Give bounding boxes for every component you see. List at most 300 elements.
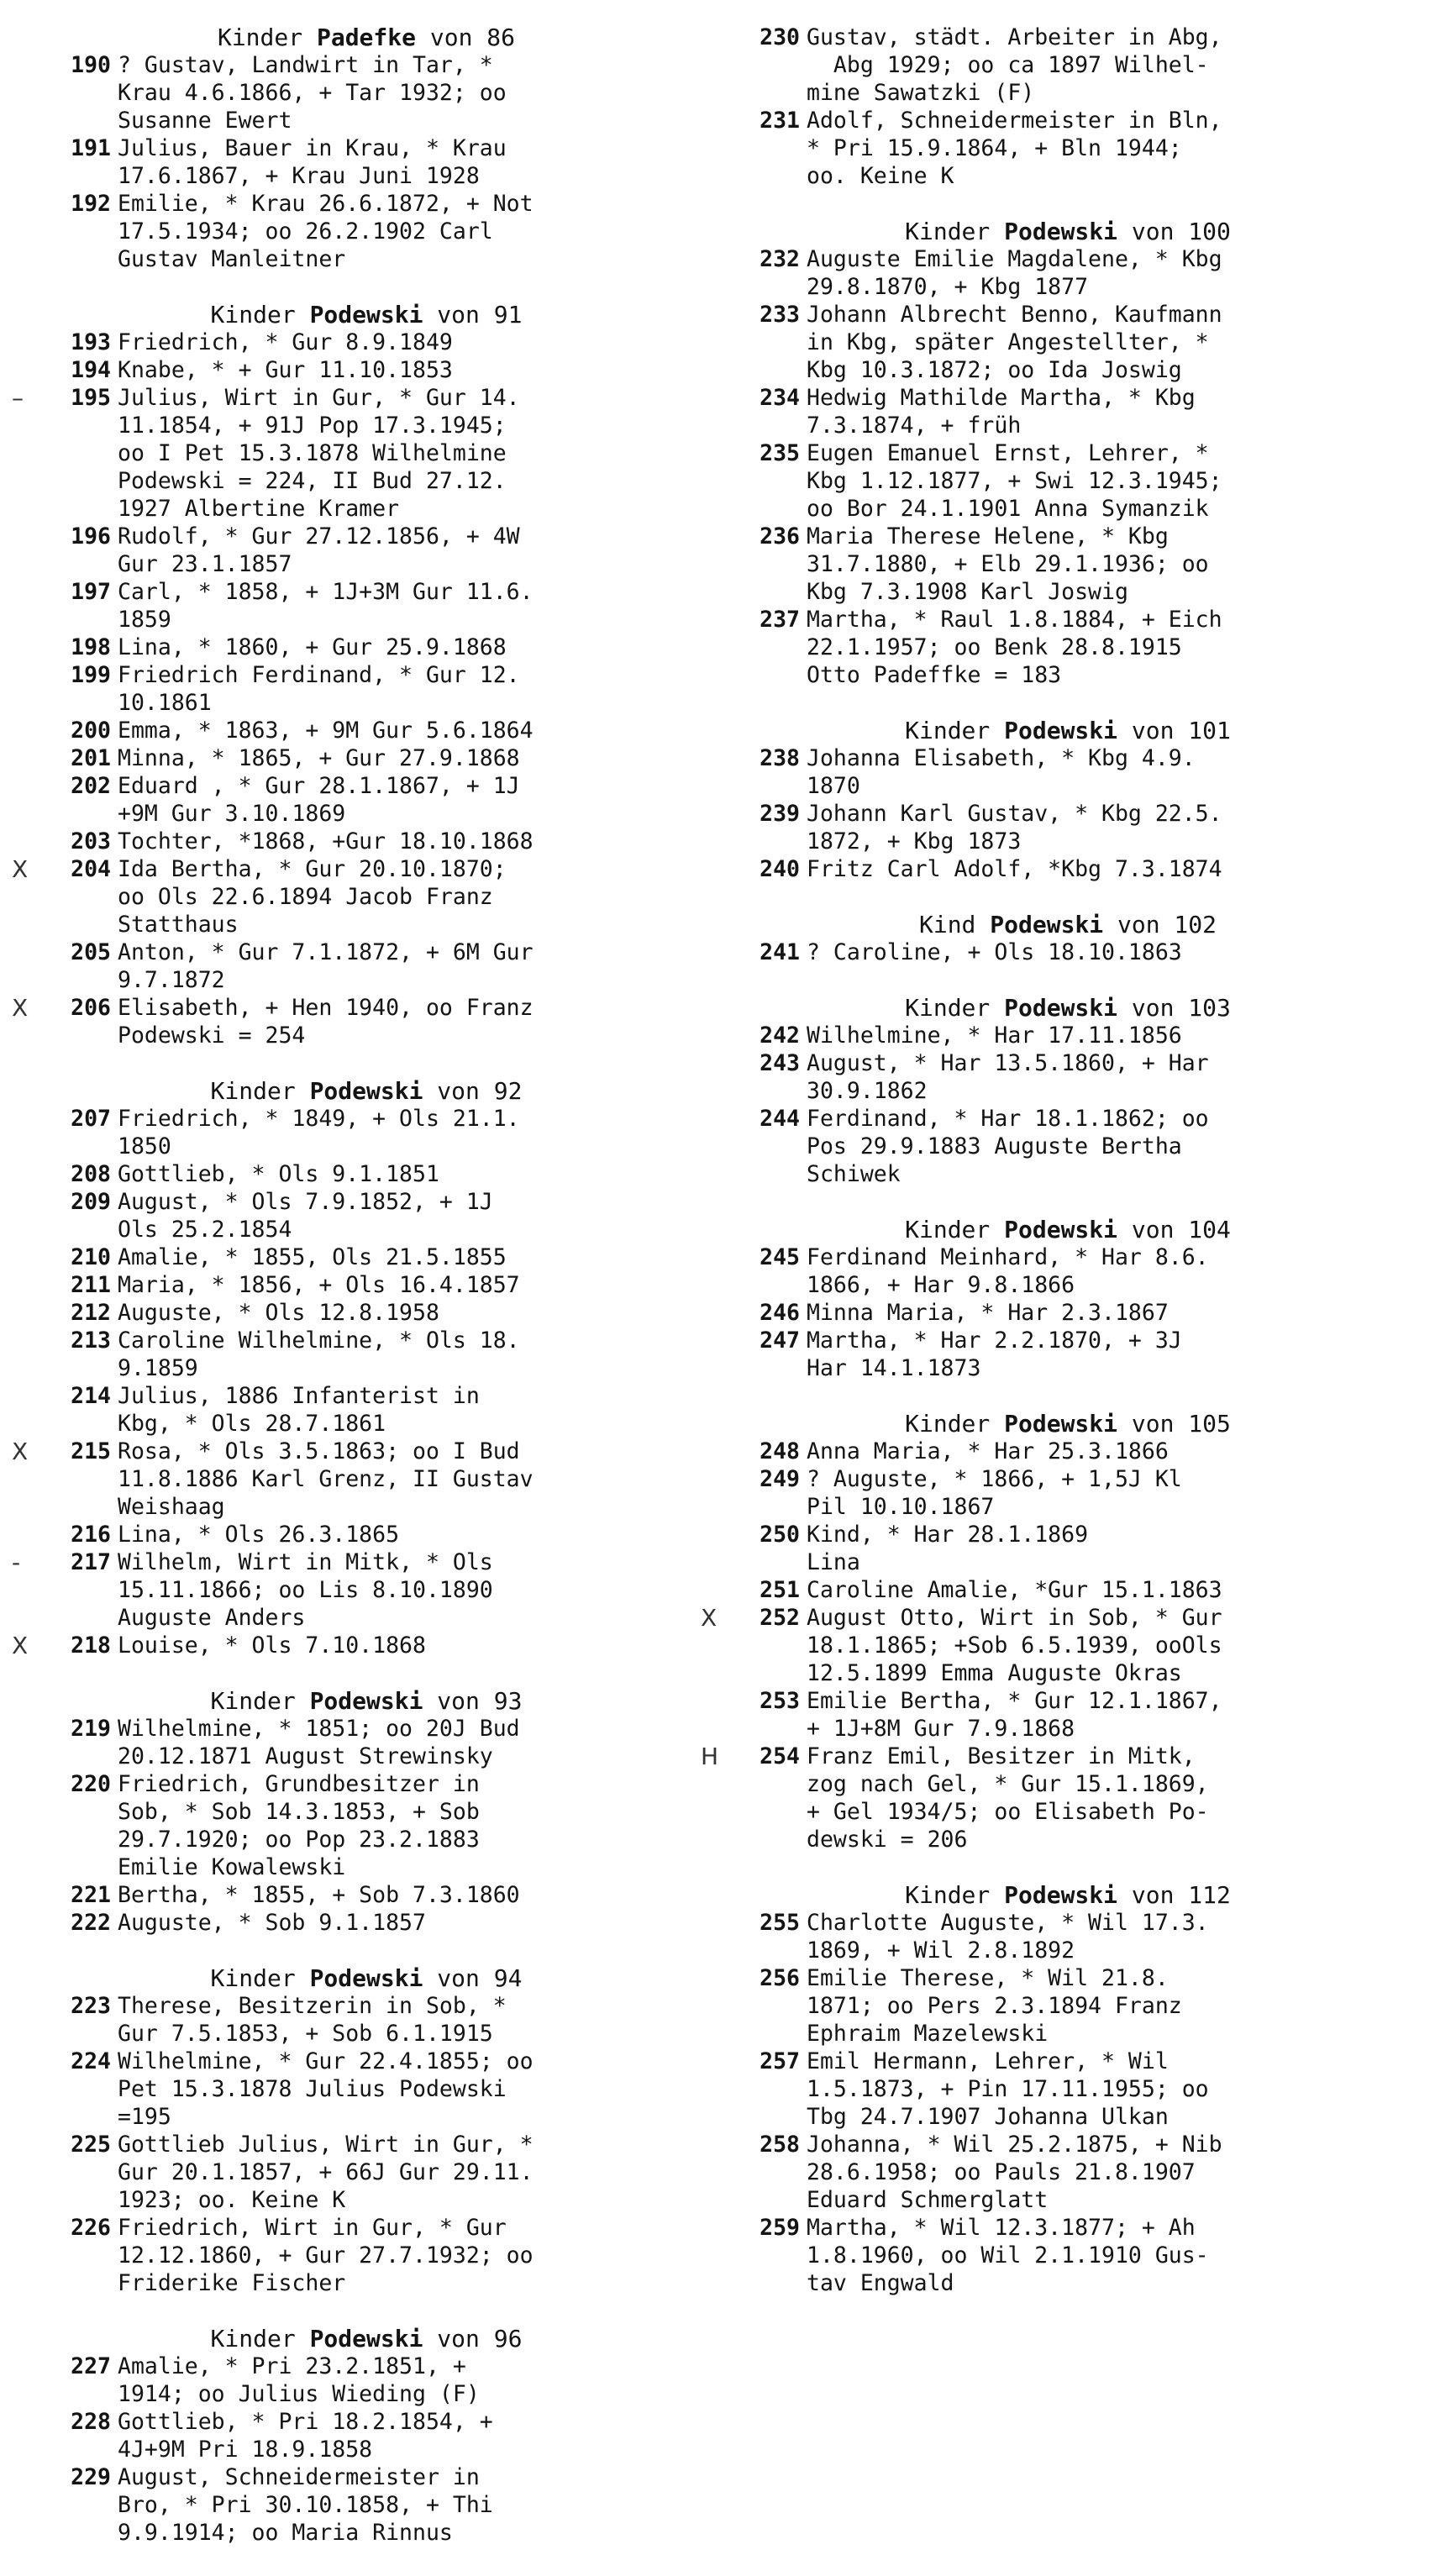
person-entry xyxy=(736,1243,1400,1299)
heading-suffix: von 92 xyxy=(423,1077,523,1105)
heading-suffix: von 103 xyxy=(1117,994,1231,1022)
entry-text-line: Johann Albrecht Benno, Kaufmann xyxy=(807,302,1222,328)
entry-text-line: 1914; oo Julius Wieding (F) xyxy=(118,2381,480,2407)
entry-text-line: Julius, Bauer in Krau, * Krau xyxy=(118,135,507,161)
entry-text-line: Anna Maria, * Har 25.3.1866 xyxy=(807,1438,1169,1464)
person-entry xyxy=(736,1105,1400,1188)
entry-text-line: Julius, Wirt in Gur, * Gur 14. xyxy=(118,385,520,411)
entry-text-line: Kbg 7.3.1908 Karl Joswig xyxy=(807,579,1128,605)
entry-text-line: 18.1.1865; +Sob 6.5.1939, ooOls xyxy=(807,1632,1222,1659)
entry-number: 228 xyxy=(71,2409,111,2435)
entry-text-line: Kbg, * Ols 28.7.1861 xyxy=(118,1411,386,1437)
entry-text-line: + Gel 1934/5; oo Elisabeth Po- xyxy=(807,1799,1209,1825)
person-entry xyxy=(736,1465,1400,1521)
entry-number: 203 xyxy=(71,828,111,854)
person-entry xyxy=(47,1243,686,1271)
person-entry xyxy=(47,1105,686,1160)
entry-text-line: August, * Ols 7.9.1852, + 1J xyxy=(118,1189,493,1215)
entry-text-line: Pet 15.3.1878 Julius Podewski xyxy=(118,2076,507,2102)
entry-number: 207 xyxy=(71,1106,111,1132)
person-entry xyxy=(47,1188,686,1243)
entry-text-line: Krau 4.6.1866, + Tar 1932; oo xyxy=(118,80,507,106)
entry-text-line: Ephraim Mazelewski xyxy=(807,2021,1049,2047)
section-heading xyxy=(736,1216,1400,1243)
entry-text-line: 17.5.1934; oo 26.2.1902 Carl xyxy=(118,218,493,244)
person-entry xyxy=(47,1327,686,1382)
heading-prefix: Kind xyxy=(918,911,991,938)
entry-text-line: 11.8.1886 Karl Grenz, II Gustav xyxy=(118,1466,534,1492)
entry-text-line: Martha, * Har 2.2.1870, + 3J xyxy=(807,1327,1182,1354)
heading-family-name: Podewski xyxy=(1004,994,1117,1022)
section-heading xyxy=(736,218,1400,245)
heading-prefix: Kinder xyxy=(905,717,1005,744)
entry-text-line: oo Ols 22.6.1894 Jacob Franz xyxy=(118,884,493,910)
entry-text-line: Martha, * Wil 12.3.1877; + Ah xyxy=(807,2215,1196,2241)
heading-suffix: von 96 xyxy=(423,2325,523,2353)
entry-text-line: in Kbg, später Angestellter, * xyxy=(807,329,1209,355)
heading-suffix: von 94 xyxy=(423,1964,523,1992)
entry-number: 214 xyxy=(71,1383,111,1409)
entry-text-line: Weishaag xyxy=(118,1494,225,1520)
section-heading xyxy=(736,717,1400,744)
person-entry xyxy=(736,2131,1400,2214)
entry-text-line: 1872, + Kbg 1873 xyxy=(807,828,1022,854)
person-entry xyxy=(736,2214,1400,2297)
entry-text-line: Wilhelm, Wirt in Mitk, * Ols xyxy=(118,1549,493,1575)
person-entry xyxy=(47,2131,686,2214)
entry-number: 224 xyxy=(71,2048,111,2074)
entry-text-line: Gottlieb Julius, Wirt in Gur, * xyxy=(118,2132,534,2158)
entry-text-line: Schiwek xyxy=(807,1161,901,1187)
entry-text-line: Friderike Fischer xyxy=(118,2270,346,2296)
entry-text-line: 31.7.1880, + Elb 29.1.1936; oo xyxy=(807,551,1209,577)
entry-number: 227 xyxy=(71,2353,111,2379)
entry-text-line: Therese, Besitzerin in Sob, * xyxy=(118,1993,507,2019)
heading-family-name: Podewski xyxy=(309,1077,423,1105)
heading-family-name: Podewski xyxy=(309,1964,423,1992)
entry-text-line: Minna Maria, * Har 2.3.1867 xyxy=(807,1300,1169,1326)
person-entry xyxy=(736,1576,1400,1604)
heading-prefix: Kinder xyxy=(210,1077,310,1105)
person-entry xyxy=(47,1271,686,1299)
entry-text-line: * Pri 15.9.1864, + Bln 1944; xyxy=(807,135,1182,161)
entry-text-line: Friedrich, * 1849, + Ols 21.1. xyxy=(118,1106,520,1132)
entry-text-line: + 1J+8M Gur 7.9.1868 xyxy=(807,1716,1075,1742)
section-heading xyxy=(47,24,686,51)
heading-prefix: Kinder xyxy=(210,301,310,329)
section-spacer xyxy=(47,2297,686,2325)
right-column xyxy=(701,24,1400,2297)
entry-number: 247 xyxy=(760,1327,800,1354)
entry-number: 239 xyxy=(760,801,800,827)
entry-text-line: Carl, * 1858, + 1J+3M Gur 11.6. xyxy=(118,579,534,605)
entry-number: 221 xyxy=(71,1882,111,1908)
entry-number: 202 xyxy=(71,773,111,799)
entry-number: 245 xyxy=(760,1244,800,1270)
section-spacer xyxy=(47,1937,686,1964)
entry-text-line: 11.1854, + 91J Pop 17.3.1945; xyxy=(118,413,507,439)
entry-number: 212 xyxy=(71,1300,111,1326)
entry-number: 248 xyxy=(760,1438,800,1464)
section-heading xyxy=(47,301,686,329)
section-spacer xyxy=(736,689,1400,717)
person-entry xyxy=(47,744,686,772)
margin-mark: – xyxy=(12,384,24,412)
entry-number: 201 xyxy=(71,745,111,771)
entry-text-line: 29.7.1920; oo Pop 23.2.1883 xyxy=(118,1827,480,1853)
section-heading xyxy=(736,911,1400,938)
entry-number: 231 xyxy=(760,108,800,134)
person-entry xyxy=(12,1632,686,1659)
entry-number: 209 xyxy=(71,1189,111,1215)
person-entry xyxy=(736,523,1400,606)
entry-text-line: Gustav Manleitner xyxy=(118,246,346,272)
entry-text-line: Amalie, * 1855, Ols 21.5.1855 xyxy=(118,1244,507,1270)
entry-text-line: Abg 1929; oo ca 1897 Wilhel- xyxy=(807,52,1209,78)
entry-text-line: Johanna Elisabeth, * Kbg 4.9. xyxy=(807,745,1196,771)
entry-text-line: 4J+9M Pri 18.9.1858 xyxy=(118,2437,373,2463)
entry-number: 242 xyxy=(760,1023,800,1049)
entry-number: 233 xyxy=(760,302,800,328)
entry-text-line: Maria, * 1856, + Ols 16.4.1857 xyxy=(118,1272,520,1298)
person-entry xyxy=(47,1909,686,1937)
entry-number: 226 xyxy=(71,2215,111,2241)
entry-text-line: Eduard Schmerglatt xyxy=(807,2187,1049,2213)
person-entry xyxy=(47,1521,686,1548)
entry-number: 253 xyxy=(760,1688,800,1714)
person-entry xyxy=(736,2048,1400,2131)
entry-text-line: 15.11.1866; oo Lis 8.10.1890 xyxy=(118,1577,493,1603)
entry-number: 249 xyxy=(760,1466,800,1492)
entry-text-line: Rosa, * Ols 3.5.1863; oo I Bud xyxy=(118,1438,520,1464)
heading-family-name: Padefke xyxy=(316,24,416,51)
entry-text-line: Kbg 10.3.1872; oo Ida Joswig xyxy=(807,357,1182,383)
entry-text-line: Martha, * Raul 1.8.1884, + Eich xyxy=(807,607,1222,633)
heading-family-name: Podewski xyxy=(309,2325,423,2353)
margin-mark: - xyxy=(12,1548,21,1576)
entry-text-line: 1859 xyxy=(118,607,171,633)
entry-text-line: Lina, * Ols 26.3.1865 xyxy=(118,1522,400,1548)
entry-text-line: Adolf, Schneidermeister in Bln, xyxy=(807,108,1222,134)
person-entry xyxy=(47,2214,686,2297)
section-heading xyxy=(736,1410,1400,1438)
entry-number: 246 xyxy=(760,1300,800,1326)
person-entry xyxy=(47,329,686,356)
person-entry xyxy=(736,938,1400,966)
entry-number: 208 xyxy=(71,1161,111,1187)
entry-number: 205 xyxy=(71,939,111,965)
entry-number: 258 xyxy=(760,2132,800,2158)
heading-prefix: Kinder xyxy=(905,994,1005,1022)
entry-number: 230 xyxy=(760,24,800,50)
entry-number: 200 xyxy=(71,718,111,744)
entry-number: 194 xyxy=(71,357,111,383)
section-spacer xyxy=(736,883,1400,911)
entry-number: 204 xyxy=(71,856,111,882)
entry-number: 244 xyxy=(760,1106,800,1132)
person-entry xyxy=(736,800,1400,855)
heading-prefix: Kinder xyxy=(210,1687,310,1715)
entry-number: 195 xyxy=(71,385,111,411)
entry-text-line: Wilhelmine, * Gur 22.4.1855; oo xyxy=(118,2048,534,2074)
heading-family-name: Podewski xyxy=(1004,1216,1117,1243)
person-entry xyxy=(47,717,686,744)
person-entry xyxy=(736,606,1400,689)
entry-number: 211 xyxy=(71,1272,111,1298)
entry-number: 254 xyxy=(760,1743,800,1769)
entry-text-line: 1850 xyxy=(118,1133,171,1159)
person-entry xyxy=(736,1049,1400,1105)
person-entry xyxy=(47,356,686,384)
entry-text-line: 9.1859 xyxy=(118,1355,198,1381)
entry-text-line: Emil Hermann, Lehrer, * Wil xyxy=(807,2048,1169,2074)
entry-number: 252 xyxy=(760,1605,800,1631)
entry-text-line: Gustav, städt. Arbeiter in Abg, xyxy=(807,24,1222,50)
heading-family-name: Podewski xyxy=(309,301,423,329)
person-entry xyxy=(12,384,686,523)
person-entry xyxy=(12,994,686,1049)
entry-number: 192 xyxy=(71,191,111,217)
entry-text-line: Auguste Emilie Magdalene, * Kbg xyxy=(807,246,1222,272)
person-entry xyxy=(736,1299,1400,1327)
person-entry xyxy=(47,772,686,828)
entry-text-line: Susanne Ewert xyxy=(118,108,292,134)
entry-number: 243 xyxy=(760,1050,800,1076)
entry-number: 220 xyxy=(71,1771,111,1797)
person-entry xyxy=(736,1327,1400,1382)
section-spacer xyxy=(47,1049,686,1077)
entry-text-line: Emilie, * Krau 26.6.1872, + Not xyxy=(118,191,534,217)
entry-number: 240 xyxy=(760,856,800,882)
person-entry xyxy=(47,1382,686,1438)
heading-prefix: Kinder xyxy=(905,1881,1005,1909)
entry-text-line: tav Engwald xyxy=(807,2270,954,2296)
entry-text-line: Friedrich, * Gur 8.9.1849 xyxy=(118,329,453,355)
entry-text-line: Johann Karl Gustav, * Kbg 22.5. xyxy=(807,801,1222,827)
entry-text-line: Friedrich Ferdinand, * Gur 12. xyxy=(118,662,520,688)
entry-number: 197 xyxy=(71,579,111,605)
section-heading xyxy=(47,1077,686,1105)
heading-suffix: von 105 xyxy=(1117,1410,1231,1438)
entry-text-line: zog nach Gel, * Gur 15.1.1869, xyxy=(807,1771,1209,1797)
entry-text-line: 1.5.1873, + Pin 17.11.1955; oo xyxy=(807,2076,1209,2102)
entry-text-line: Elisabeth, + Hen 1940, oo Franz xyxy=(118,995,534,1021)
entry-text-line: 1871; oo Pers 2.3.1894 Franz xyxy=(807,1993,1182,2019)
section-heading xyxy=(736,994,1400,1022)
entry-text-line: Franz Emil, Besitzer in Mitk, xyxy=(807,1743,1196,1769)
heading-suffix: von 93 xyxy=(423,1687,523,1715)
entry-text-line: Har 14.1.1873 xyxy=(807,1355,981,1381)
person-entry xyxy=(47,2463,686,2547)
entry-text-line: 28.6.1958; oo Pauls 21.8.1907 xyxy=(807,2159,1196,2185)
entry-text-line: 1923; oo. Keine K xyxy=(118,2187,346,2213)
entry-text-line: Pil 10.10.1867 xyxy=(807,1494,995,1520)
entry-text-line: Auguste, * Ols 12.8.1958 xyxy=(118,1300,439,1326)
entry-text-line: 1866, + Har 9.8.1866 xyxy=(807,1272,1075,1298)
entry-text-line: Gur 23.1.1857 xyxy=(118,551,292,577)
entry-text-line: Charlotte Auguste, * Wil 17.3. xyxy=(807,1910,1209,1936)
entry-number: 257 xyxy=(760,2048,800,2074)
person-entry xyxy=(736,1909,1400,1964)
person-entry xyxy=(736,1521,1400,1576)
entry-number: 219 xyxy=(71,1716,111,1742)
left-column xyxy=(12,24,686,2547)
person-entry xyxy=(736,1022,1400,1049)
entry-number: 215 xyxy=(71,1438,111,1464)
entry-text-line: Emma, * 1863, + 9M Gur 5.6.1864 xyxy=(118,718,534,744)
entry-text-line: Johanna, * Wil 25.2.1875, + Nib xyxy=(807,2132,1222,2158)
entry-text-line: 1870 xyxy=(807,773,860,799)
entry-text-line: oo. Keine K xyxy=(807,163,954,189)
entry-text-line: 29.8.1870, + Kbg 1877 xyxy=(807,274,1089,300)
entry-text-line: oo I Pet 15.3.1878 Wilhelmine xyxy=(118,440,507,466)
margin-mark: X xyxy=(12,855,29,883)
person-entry xyxy=(701,1743,1400,1853)
person-entry xyxy=(47,2408,686,2463)
entry-number: 223 xyxy=(71,1993,111,2019)
entry-text-line: Podewski = 224, II Bud 27.12. xyxy=(118,468,507,494)
entry-text-line: Eugen Emanuel Ernst, Lehrer, * xyxy=(807,440,1209,466)
heading-suffix: von 112 xyxy=(1117,1881,1231,1909)
heading-prefix: Kinder xyxy=(905,218,1005,245)
entry-number: 199 xyxy=(71,662,111,688)
entry-text-line: Statthaus xyxy=(118,912,239,938)
entry-number: 234 xyxy=(760,385,800,411)
person-entry xyxy=(47,1881,686,1909)
entry-text-line: Friedrich, Grundbesitzer in xyxy=(118,1771,480,1797)
entry-text-line: 20.12.1871 August Strewinsky xyxy=(118,1743,493,1769)
entry-text-line: Knabe, * + Gur 11.10.1853 xyxy=(118,357,453,383)
section-heading xyxy=(47,1964,686,1992)
person-entry xyxy=(736,744,1400,800)
entry-number: 256 xyxy=(760,1965,800,1991)
entry-text-line: Bertha, * 1855, + Sob 7.3.1860 xyxy=(118,1882,520,1908)
entry-text-line: 1.8.1960, oo Wil 2.1.1910 Gus- xyxy=(807,2242,1209,2268)
entry-text-line: Emilie Kowalewski xyxy=(118,1854,346,1880)
entry-text-line: Kind, * Har 28.1.1869 xyxy=(807,1522,1089,1548)
entry-text-line: 1927 Albertine Kramer xyxy=(118,496,400,522)
entry-text-line: Auguste, * Sob 9.1.1857 xyxy=(118,1910,426,1936)
entry-text-line: Caroline Wilhelmine, * Ols 18. xyxy=(118,1327,520,1354)
person-entry xyxy=(736,245,1400,301)
entry-text-line: Tochter, *1868, +Gur 18.10.1868 xyxy=(118,828,534,854)
heading-suffix: von 104 xyxy=(1117,1216,1231,1243)
person-entry xyxy=(12,1548,686,1632)
entry-text-line: dewski = 206 xyxy=(807,1827,968,1853)
heading-suffix: von 101 xyxy=(1117,717,1231,744)
entry-number: 259 xyxy=(760,2215,800,2241)
entry-text-line: Louise, * Ols 7.10.1868 xyxy=(118,1632,426,1659)
entry-number: 191 xyxy=(71,135,111,161)
entry-text-line: Auguste Anders xyxy=(118,1605,306,1631)
person-entry xyxy=(47,51,686,134)
entry-text-line: 30.9.1862 xyxy=(807,1078,928,1104)
entry-text-line: 9.9.1914; oo Maria Rinnus xyxy=(118,2520,453,2546)
entry-text-line: 12.5.1899 Emma Auguste Okras xyxy=(807,1660,1182,1686)
entry-text-line: Gur 20.1.1857, + 66J Gur 29.11. xyxy=(118,2159,534,2185)
section-spacer xyxy=(736,190,1400,218)
margin-mark: H xyxy=(701,1743,719,1770)
entry-text-line: Anton, * Gur 7.1.1872, + 6M Gur xyxy=(118,939,534,965)
person-entry xyxy=(47,578,686,633)
entry-text-line: Gur 7.5.1853, + Sob 6.1.1915 xyxy=(118,2021,493,2047)
entry-text-line: Lina xyxy=(807,1549,860,1575)
margin-mark: X xyxy=(701,1604,718,1632)
heading-suffix: von 102 xyxy=(1103,911,1217,938)
person-entry xyxy=(47,661,686,717)
entry-text-line: Lina, * 1860, + Gur 25.9.1868 xyxy=(118,634,507,660)
entry-text-line: Pos 29.9.1883 Auguste Bertha xyxy=(807,1133,1182,1159)
heading-suffix: von 86 xyxy=(416,24,516,51)
entry-text-line: Amalie, * Pri 23.2.1851, + xyxy=(118,2353,466,2379)
entry-number: 229 xyxy=(71,2464,111,2490)
person-entry xyxy=(736,855,1400,883)
person-entry xyxy=(47,2048,686,2131)
entry-text-line: Wilhelmine, * 1851; oo 20J Bud xyxy=(118,1716,520,1742)
entry-text-line: Friedrich, Wirt in Gur, * Gur xyxy=(118,2215,507,2241)
heading-prefix: Kinder xyxy=(210,1964,310,1992)
entry-text-line: Tbg 24.7.1907 Johanna Ulkan xyxy=(807,2104,1169,2130)
entry-text-line: Wilhelmine, * Har 17.11.1856 xyxy=(807,1023,1182,1049)
entry-text-line: =195 xyxy=(118,2104,171,2130)
person-entry xyxy=(47,633,686,661)
entry-number: 251 xyxy=(760,1577,800,1603)
entry-number: 235 xyxy=(760,440,800,466)
entry-number: 206 xyxy=(71,995,111,1021)
entry-text-line: 17.6.1867, + Krau Juni 1928 xyxy=(118,163,480,189)
section-heading xyxy=(736,1881,1400,1909)
entry-text-line: 10.1861 xyxy=(118,690,212,716)
margin-mark: X xyxy=(12,1438,29,1465)
entry-text-line: 22.1.1957; oo Benk 28.8.1915 xyxy=(807,634,1182,660)
person-entry xyxy=(47,1715,686,1770)
entry-text-line: August, Schneidermeister in xyxy=(118,2464,480,2490)
entry-text-line: Sob, * Sob 14.3.1853, + Sob xyxy=(118,1799,480,1825)
entry-text-line: oo Bor 24.1.1901 Anna Symanzik xyxy=(807,496,1209,522)
entry-text-line: August, * Har 13.5.1860, + Har xyxy=(807,1050,1209,1076)
entry-text-line: Rudolf, * Gur 27.12.1856, + 4W xyxy=(118,523,520,549)
entry-text-line: Emilie Therese, * Wil 21.8. xyxy=(807,1965,1169,1991)
person-entry xyxy=(47,938,686,994)
person-entry xyxy=(701,1604,1400,1687)
entry-text-line: Gottlieb, * Pri 18.2.1854, + xyxy=(118,2409,493,2435)
entry-number: 225 xyxy=(71,2132,111,2158)
entry-number: 255 xyxy=(760,1910,800,1936)
person-entry xyxy=(736,439,1400,523)
entry-text-line: Eduard , * Gur 28.1.1867, + 1J xyxy=(118,773,520,799)
heading-family-name: Podewski xyxy=(1004,1410,1117,1438)
person-entry xyxy=(736,107,1400,190)
section-spacer xyxy=(736,1188,1400,1216)
heading-prefix: Kinder xyxy=(217,24,317,51)
entry-number: 216 xyxy=(71,1522,111,1548)
heading-family-name: Podewski xyxy=(990,911,1104,938)
entry-text-line: Maria Therese Helene, * Kbg xyxy=(807,523,1169,549)
section-heading xyxy=(47,2325,686,2353)
entry-text-line: ? Caroline, + Ols 18.10.1863 xyxy=(807,939,1182,965)
person-entry xyxy=(736,384,1400,439)
entry-text-line: Gottlieb, * Ols 9.1.1851 xyxy=(118,1161,439,1187)
person-entry xyxy=(47,2353,686,2408)
margin-mark: X xyxy=(12,994,29,1022)
person-entry xyxy=(736,24,1400,107)
entry-text-line: ? Auguste, * 1866, + 1,5J Kl xyxy=(807,1466,1182,1492)
entry-number: 196 xyxy=(71,523,111,549)
entry-text-line: Emilie Bertha, * Gur 12.1.1867, xyxy=(807,1688,1222,1714)
entry-number: 250 xyxy=(760,1522,800,1548)
entry-text-line: 9.7.1872 xyxy=(118,967,225,993)
entry-number: 210 xyxy=(71,1244,111,1270)
